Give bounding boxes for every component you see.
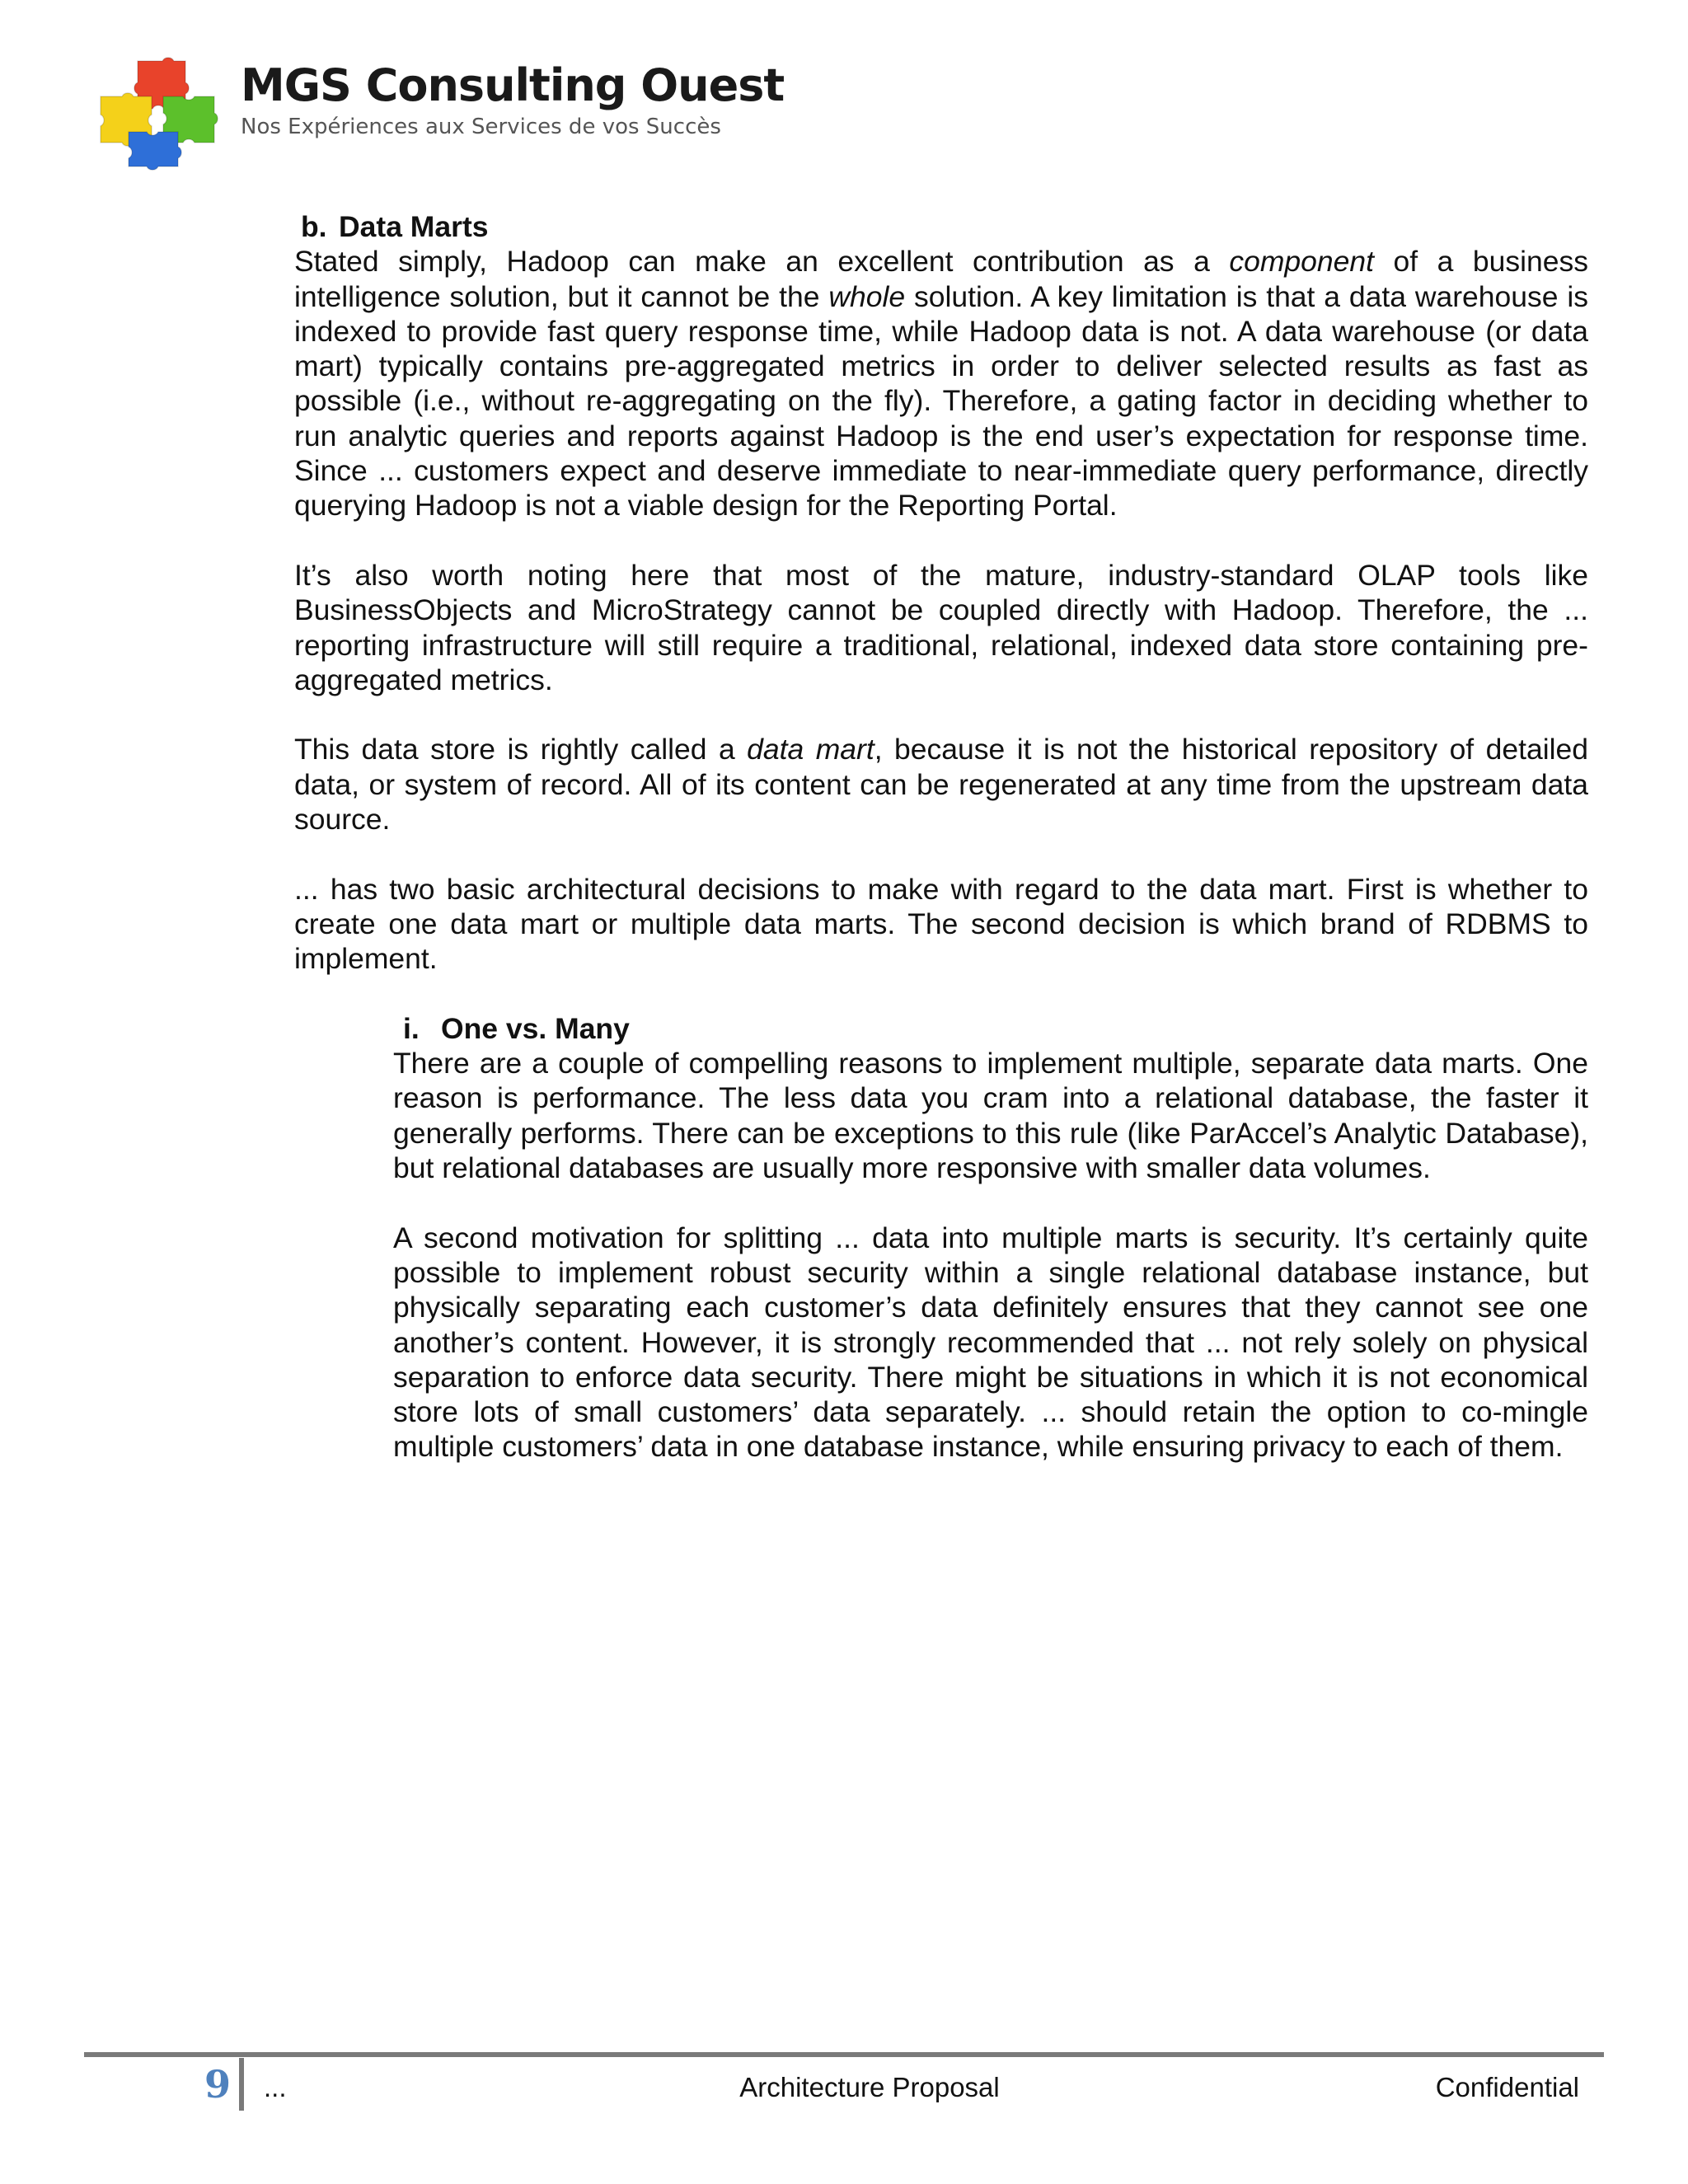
paragraph: It’s also worth noting here that most of the mature, industry-standard OLAP tools like BusinessObjects and MicroStrategy cannot be coupled directly with Hadoop. Therefore, the ... reporting infrastructure will still require a traditional, relational, indexed data store containing pre-aggregated metrics. [294,558,1588,696]
brand-tagline: Nos Expériences aux Services de vos Succès [241,115,721,139]
footer-rule [84,2052,1604,2057]
paragraph: A second motivation for splitting ... data into multiple marts is security. It’s certainly quite possible to implement robust security within a single relational database instance, but physically separating each customer’s data definitely ensures that they cannot see one another’s content. However, it is strongly recommended that ... not rely solely on physical separation to enforce data security. There might be situations in which it is not economical store lots of small customers’ data separately. ... should retain the option to co-mingle multiple customers’ data in one database instance, while ensuring privacy to each of them. [393,1221,1588,1464]
paragraph [294,244,1588,523]
text-run: Stated simply, Hadoop can make an excellent contribution as a [294,245,1230,279]
brand-name: MGS Consulting Ouest [241,59,785,111]
section-number: b. [301,210,327,243]
paragraph [294,732,1588,837]
footer-center: Architecture Proposal [739,2072,1000,2102]
subsection-title: One vs. Many [441,1011,630,1045]
page-header [92,51,834,175]
emphasis: component [1229,245,1374,279]
subsection-one-vs-many [393,1011,1588,1465]
emphasis: data mart [747,733,874,766]
paragraph: There are a couple of compelling reasons to implement multiple, separate data marts. One reason is performance. The less data you cram into a relational database, the faster it generally performs. There can be exceptions to this rule (like ParAccel’s Analytic Database), but relational databases are usually more responsive with smaller data volumes. [393,1047,1588,1185]
puzzle-pieces-icon [92,51,224,175]
text-run: This data store is rightly called a [294,733,748,766]
emphasis: whole [828,279,906,313]
footer-left: ... [264,2072,287,2102]
text-run: , because it is not the historical repository of detailed data, or system of record. All of its content can be regenerated at any time from the upstream data source. [294,733,1588,837]
subsection-heading [403,1011,1588,1046]
section-heading-data-marts [301,209,1588,244]
subsection-number: i. [403,1011,420,1045]
section-title: Data Marts [339,210,489,243]
brand [241,59,784,140]
paragraph: ... has two basic architectural decisions to make with regard to the data mart. First is whether to create one data mart or multiple data marts. The second decision is which brand of RDBMS to implement. [294,872,1588,976]
text-run: of a business intelligence solution, but it cannot be the [294,245,1588,313]
footer-right: Confidential [1435,2072,1579,2102]
text-run: solution. A key limitation is that a data warehouse is indexed to provide fast query response time, while Hadoop data is not. A data warehouse (or data mart) typically contains pre-aggregated metrics in order to deliver selected results as fast as possible (i.e., without re-aggregating on the fly). Therefore, a gating factor in deciding whether to run analytic queries and reports against Hadoop is the end user’s expectation for response time. Since ... customers expect and deserve immediate to near-immediate query performance, directly querying Hadoop is not a viable design for the Reporting Portal. [294,279,1588,523]
document-body [294,209,1588,1465]
page-number: 9 [204,2062,231,2107]
